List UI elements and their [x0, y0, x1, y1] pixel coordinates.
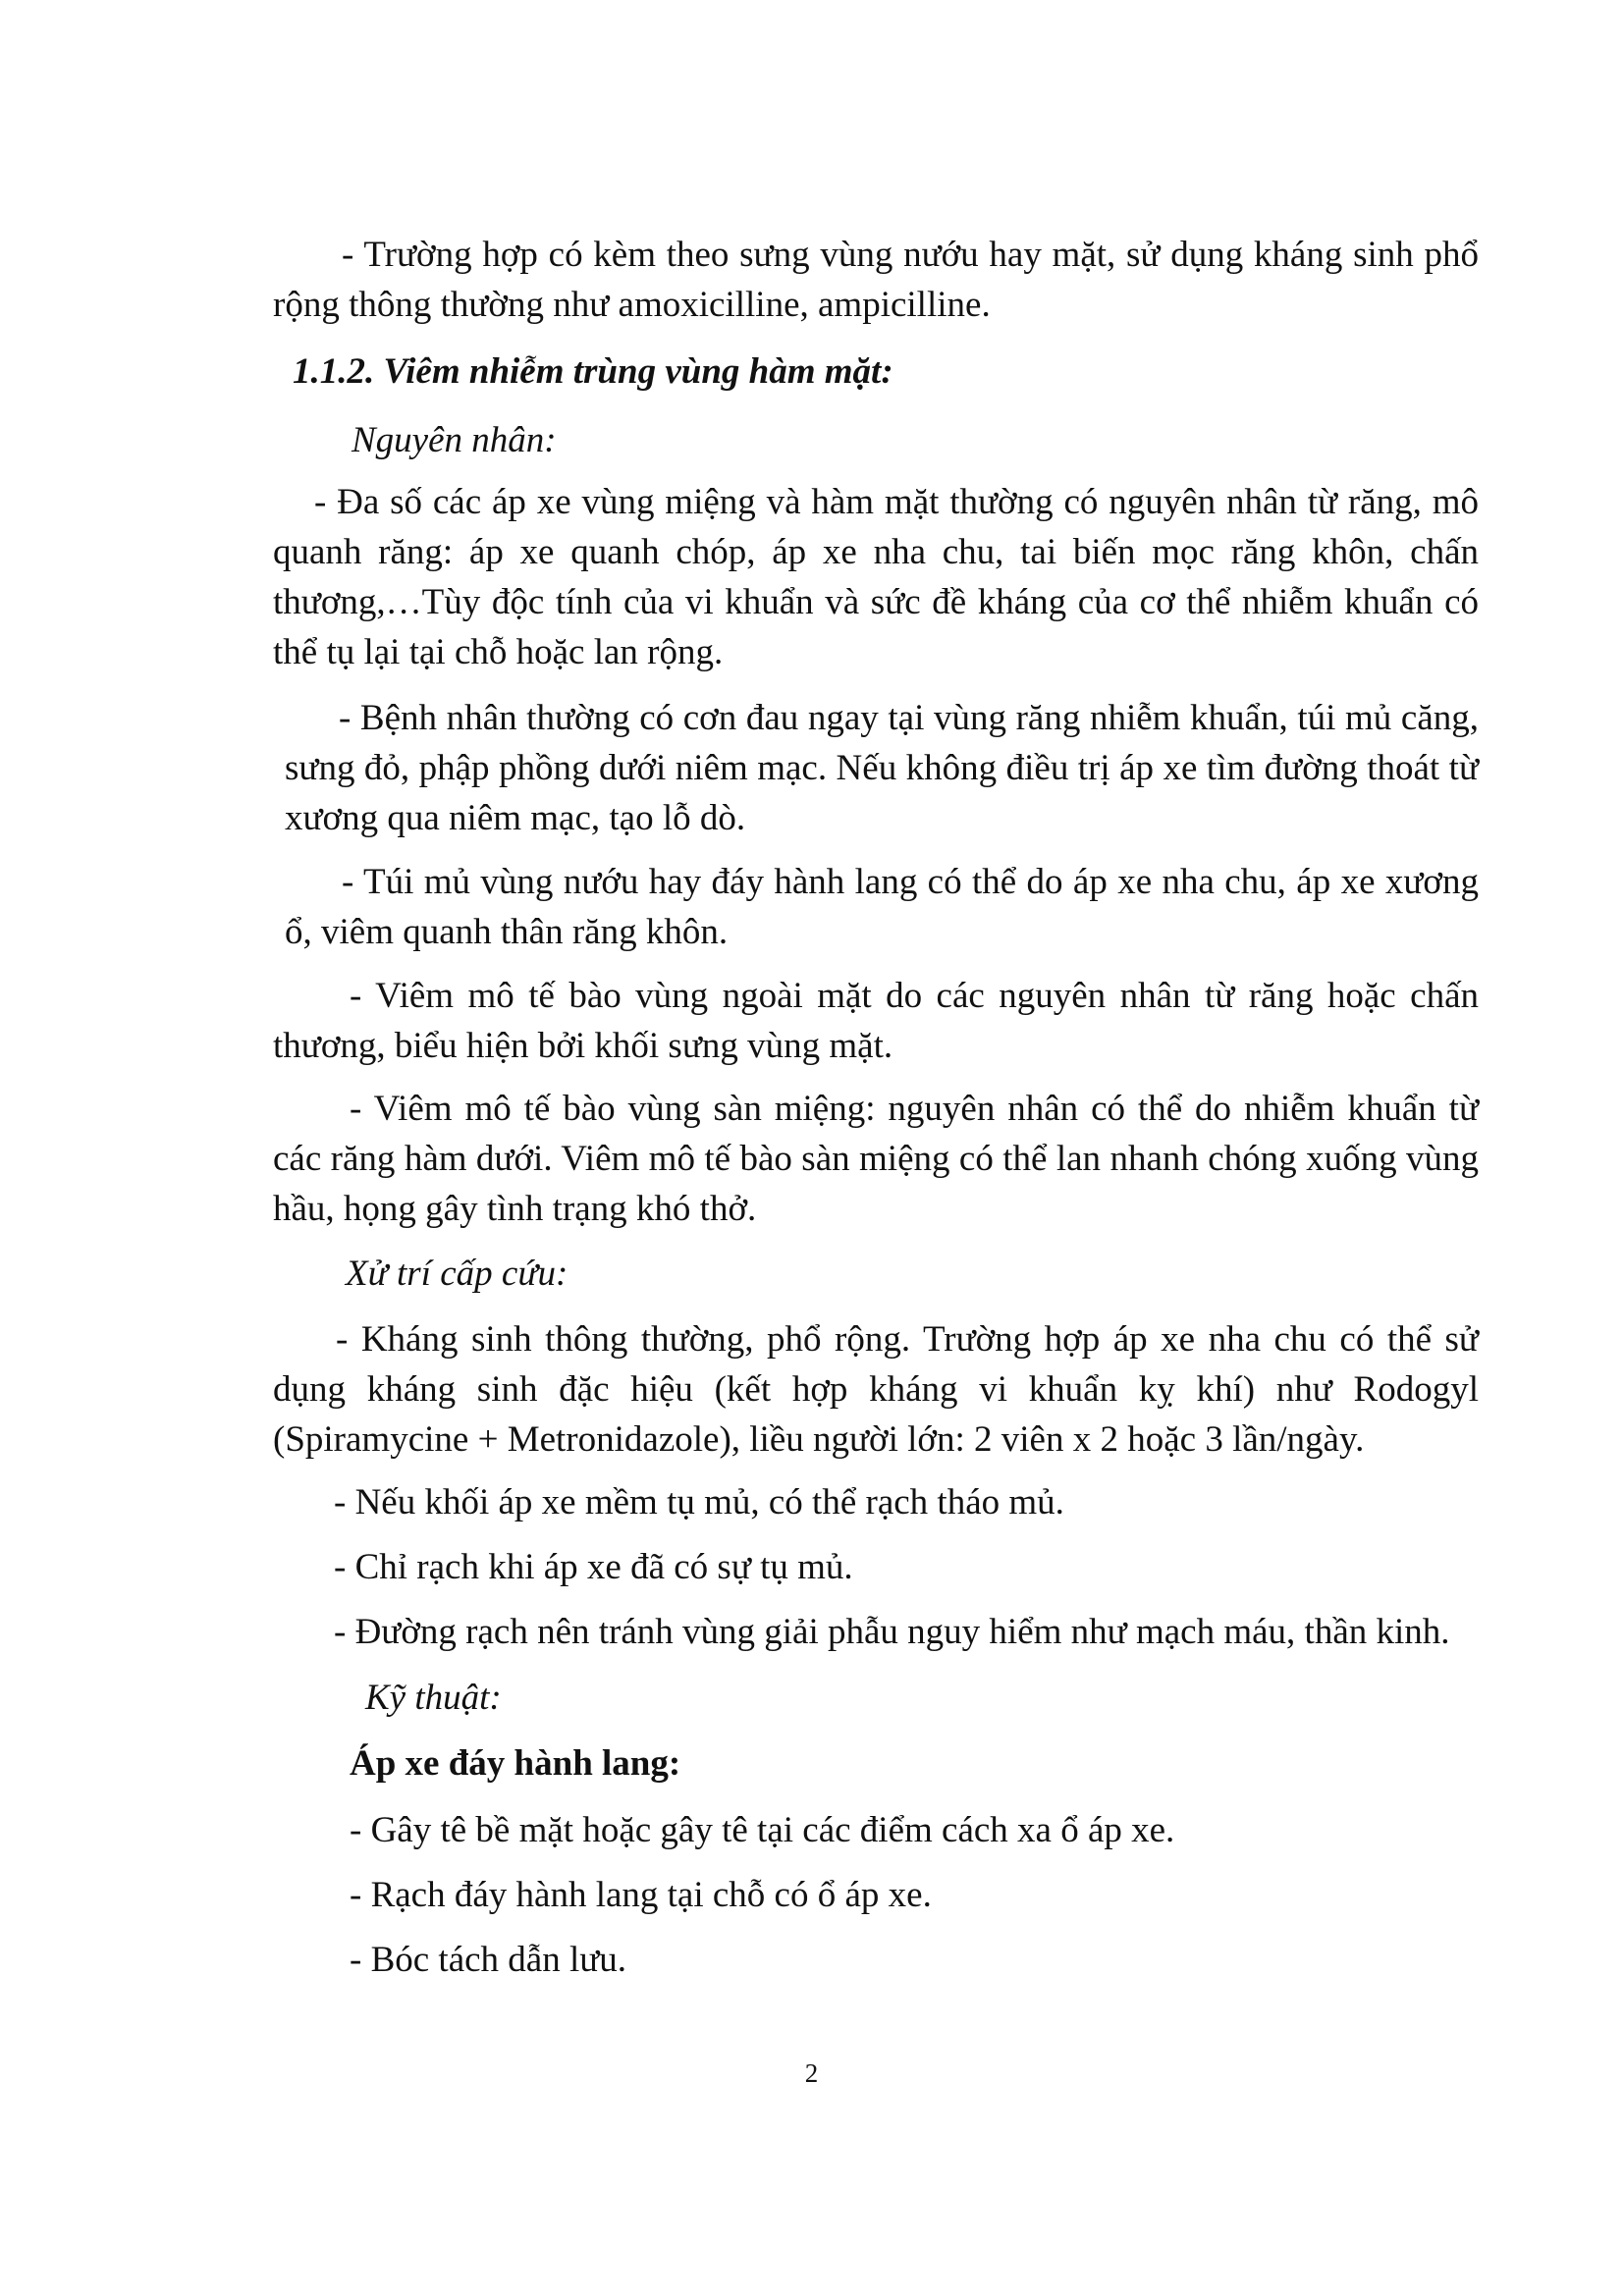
- step-drainage: - Bóc tách dẫn lưu.: [350, 1940, 627, 1980]
- paragraph-patient-pain: - Bệnh nhân thường có cơn đau ngay tại vùng răng nhiễm khuẩn, túi mủ căng, sưng đỏ, phập phồng dưới niêm mạc. Nếu không điều trị áp xe tìm đường thoát từ xương qua niêm mạc, tạo lỗ dò.: [285, 698, 1479, 838]
- section-heading: 1.1.2. Viêm nhiễm trùng vùng hàm mặt:: [293, 351, 893, 392]
- paragraph-incision-drain: - Nếu khối áp xe mềm tụ mủ, có thể rạch tháo mủ.: [334, 1482, 1064, 1522]
- paragraph-cause-abscess: - Đa số các áp xe vùng miệng và hàm mặt thường có nguyên nhân từ răng, mô quanh răng: áp xe quanh chóp, áp xe nha chu, tai biến mọc răng khôn, chấn thương,…Tùy độc tính của vi khuẩn và sức đề kháng của cơ thể nhiễm khuẩn có thể tụ lại tại chỗ hoặc lan rộng.: [273, 482, 1479, 672]
- label-cause: Nguyên nhân:: [352, 420, 557, 460]
- paragraph-cellulitis-face: - Viêm mô tế bào vùng ngoài mặt do các nguyên nhân từ răng hoặc chấn thương, biểu hiện bởi khối sưng vùng mặt.: [273, 976, 1479, 1066]
- paragraph-incision-avoid: - Đường rạch nên tránh vùng giải phẫu nguy hiểm như mạch máu, thần kinh.: [334, 1612, 1450, 1652]
- paragraph-pus-pocket: - Túi mủ vùng nướu hay đáy hành lang có thể do áp xe nha chu, áp xe xương ổ, viêm quanh thân răng khôn.: [285, 862, 1479, 952]
- paragraph-incision-when: - Chỉ rạch khi áp xe đã có sự tụ mủ.: [334, 1547, 853, 1587]
- label-emergency: Xử trí cấp cứu:: [346, 1254, 568, 1294]
- paragraph-antibiotic-broad: - Kháng sinh thông thường, phổ rộng. Trường hợp áp xe nha chu có thể sử dụng kháng sinh đặc hiệu (kết hợp kháng vi khuẩn kỵ khí) như Rodogyl (Spiramycine + Metronidazole), liều người lớn: 2 viên x 2 hoặc 3 lần/ngày.: [273, 1319, 1479, 1460]
- paragraph-antibiotic-swelling: - Trường hợp có kèm theo sưng vùng nướu hay mặt, sử dụng kháng sinh phổ rộng thông thường như amoxicilline, ampicilline.: [273, 235, 1479, 325]
- page-number: 2: [804, 2058, 819, 2088]
- step-anesthesia: - Gây tê bề mặt hoặc gây tê tại các điểm cách xa ổ áp xe.: [350, 1810, 1175, 1850]
- subheading-vestibule-abscess: Áp xe đáy hành lang:: [350, 1743, 681, 1784]
- step-incision: - Rạch đáy hành lang tại chỗ có ổ áp xe.: [350, 1875, 932, 1915]
- label-technique: Kỹ thuật:: [365, 1678, 502, 1718]
- paragraph-cellulitis-floor: - Viêm mô tế bào vùng sàn miệng: nguyên nhân có thể do nhiễm khuẩn từ các răng hàm dưới. Viêm mô tế bào sàn miệng có thể lan nhanh chóng xuống vùng hầu, họng gây tình trạng khó thở.: [273, 1089, 1479, 1229]
